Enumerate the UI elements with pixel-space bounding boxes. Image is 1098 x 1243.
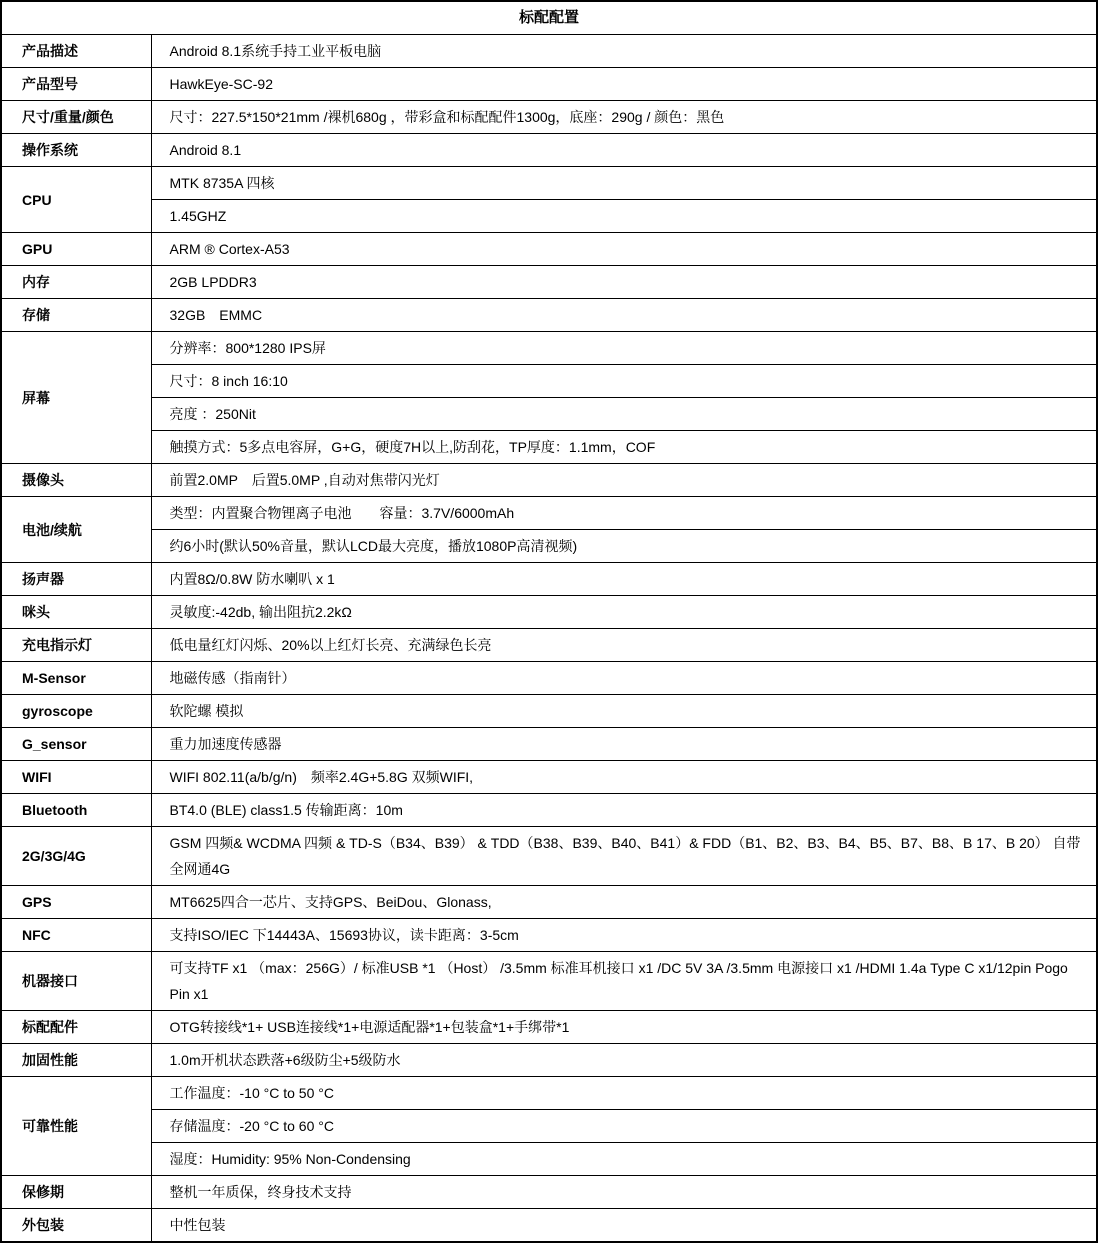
spec-value: 前置2.0MP 后置5.0MP ,自动对焦带闪光灯 bbox=[151, 464, 1097, 497]
spec-label: WIFI bbox=[1, 761, 151, 794]
spec-value: 软陀螺 模拟 bbox=[151, 695, 1097, 728]
spec-value: 工作温度：-10 °C to 50 °C bbox=[151, 1077, 1097, 1110]
row-ports bbox=[1, 952, 1097, 1011]
row-ram bbox=[1, 266, 1097, 299]
spec-value: 1.45GHZ bbox=[151, 200, 1097, 233]
row-product-description bbox=[1, 35, 1097, 68]
spec-value: 内置8Ω/0.8W 防水喇叭 x 1 bbox=[151, 563, 1097, 596]
spec-label: 2G/3G/4G bbox=[1, 827, 151, 886]
spec-label: 标配配件 bbox=[1, 1011, 151, 1044]
row-os bbox=[1, 134, 1097, 167]
spec-value: MT6625四合一芯片、支持GPS、BeiDou、Glonass, bbox=[151, 886, 1097, 919]
spec-label: 摄像头 bbox=[1, 464, 151, 497]
row-m-sensor bbox=[1, 662, 1097, 695]
spec-label: 保修期 bbox=[1, 1176, 151, 1209]
row-gps bbox=[1, 886, 1097, 919]
spec-value: 整机一年质保，终身技术支持 bbox=[151, 1176, 1097, 1209]
row-battery bbox=[1, 497, 1097, 530]
spec-label: 充电指示灯 bbox=[1, 629, 151, 662]
row-accessories bbox=[1, 1011, 1097, 1044]
spec-label: 产品型号 bbox=[1, 68, 151, 101]
row-cpu bbox=[1, 167, 1097, 200]
row-storage bbox=[1, 299, 1097, 332]
row-product-model bbox=[1, 68, 1097, 101]
spec-label: 咪头 bbox=[1, 596, 151, 629]
spec-value: 灵敏度:-42db, 输出阻抗2.2kΩ bbox=[151, 596, 1097, 629]
row-speaker bbox=[1, 563, 1097, 596]
row-cellular bbox=[1, 827, 1097, 886]
spec-value: WIFI 802.11(a/b/g/n) 频率2.4G+5.8G 双频WIFI, bbox=[151, 761, 1097, 794]
row-screen bbox=[1, 332, 1097, 365]
row-g-sensor bbox=[1, 728, 1097, 761]
row-warranty bbox=[1, 1176, 1097, 1209]
row-reliability-sub bbox=[1, 1143, 1097, 1176]
table-header-row bbox=[1, 1, 1097, 35]
spec-label: 内存 bbox=[1, 266, 151, 299]
row-cpu-sub bbox=[1, 200, 1097, 233]
row-screen-sub bbox=[1, 431, 1097, 464]
spec-label: 外包装 bbox=[1, 1209, 151, 1243]
spec-label: 尺寸/重量/颜色 bbox=[1, 101, 151, 134]
spec-value: 中性包装 bbox=[151, 1209, 1097, 1243]
row-packaging bbox=[1, 1209, 1097, 1243]
spec-label: 操作系统 bbox=[1, 134, 151, 167]
spec-value: 可支持TF x1 （max：256G）/ 标准USB *1 （Host） /3.5mm 标准耳机接口 x1 /DC 5V 3A /3.5mm 电源接口 x1 /HDMI 1.4a Type C x1/12pin Pogo Pin x1 bbox=[151, 952, 1097, 1011]
row-reliability bbox=[1, 1077, 1097, 1110]
row-charge-indicator bbox=[1, 629, 1097, 662]
spec-value: Android 8.1 bbox=[151, 134, 1097, 167]
spec-value: GSM 四频& WCDMA 四频 & TD-S（B34、B39） & TDD（B38、B39、B40、B41）& FDD（B1、B2、B3、B4、B5、B7、B8、B 17、B 20） 自带全网通4G bbox=[151, 827, 1097, 886]
spec-value: ARM ® Cortex-A53 bbox=[151, 233, 1097, 266]
spec-value: 类型：内置聚合物锂离子电池 容量：3.7V/6000mAh bbox=[151, 497, 1097, 530]
spec-value: 存储温度：-20 °C to 60 °C bbox=[151, 1110, 1097, 1143]
spec-value: BT4.0 (BLE) class1.5 传输距离：10m bbox=[151, 794, 1097, 827]
spec-label: gyroscope bbox=[1, 695, 151, 728]
spec-label: 屏幕 bbox=[1, 332, 151, 464]
spec-value: 1.0m开机状态跌落+6级防尘+5级防水 bbox=[151, 1044, 1097, 1077]
spec-label: 加固性能 bbox=[1, 1044, 151, 1077]
spec-label: 扬声器 bbox=[1, 563, 151, 596]
spec-value: HawkEye-SC-92 bbox=[151, 68, 1097, 101]
spec-label: 存储 bbox=[1, 299, 151, 332]
row-screen-sub bbox=[1, 365, 1097, 398]
spec-value: Android 8.1系统手持工业平板电脑 bbox=[151, 35, 1097, 68]
spec-label: G_sensor bbox=[1, 728, 151, 761]
spec-label: 可靠性能 bbox=[1, 1077, 151, 1176]
spec-value: 重力加速度传感器 bbox=[151, 728, 1097, 761]
spec-label: GPS bbox=[1, 886, 151, 919]
spec-value: 2GB LPDDR3 bbox=[151, 266, 1097, 299]
spec-value: 触摸方式：5多点电容屏，G+G，硬度7H以上,防刮花，TP厚度：1.1mm，COF bbox=[151, 431, 1097, 464]
spec-label: 电池/续航 bbox=[1, 497, 151, 563]
row-bluetooth bbox=[1, 794, 1097, 827]
spec-label: 机器接口 bbox=[1, 952, 151, 1011]
spec-label: GPU bbox=[1, 233, 151, 266]
row-dimensions-weight-color bbox=[1, 101, 1097, 134]
row-reliability-sub bbox=[1, 1110, 1097, 1143]
row-wifi bbox=[1, 761, 1097, 794]
spec-value: 亮度 ：250Nit bbox=[151, 398, 1097, 431]
spec-value: 尺寸：227.5*150*21mm /裸机680g ，带彩盒和标配配件1300g，底座：290g / 颜色：黑色 bbox=[151, 101, 1097, 134]
table-title: 标配配置 bbox=[1, 1, 1097, 35]
spec-value: 分辨率：800*1280 IPS屏 bbox=[151, 332, 1097, 365]
row-gpu bbox=[1, 233, 1097, 266]
row-battery-sub bbox=[1, 530, 1097, 563]
spec-value: 尺寸：8 inch 16:10 bbox=[151, 365, 1097, 398]
spec-value: OTG转接线*1+ USB连接线*1+电源适配器*1+包装盒*1+手绑带*1 bbox=[151, 1011, 1097, 1044]
spec-label: M-Sensor bbox=[1, 662, 151, 695]
spec-value: 低电量红灯闪烁、20%以上红灯长亮、充满绿色长亮 bbox=[151, 629, 1097, 662]
row-rugged bbox=[1, 1044, 1097, 1077]
spec-label: Bluetooth bbox=[1, 794, 151, 827]
spec-value: MTK 8735A 四核 bbox=[151, 167, 1097, 200]
spec-value: 32GB EMMC bbox=[151, 299, 1097, 332]
row-microphone bbox=[1, 596, 1097, 629]
row-camera bbox=[1, 464, 1097, 497]
spec-label: 产品描述 bbox=[1, 35, 151, 68]
spec-value: 湿度：Humidity: 95% Non-Condensing bbox=[151, 1143, 1097, 1176]
spec-value: 约6小时(默认50%音量，默认LCD最大亮度，播放1080P高清视频) bbox=[151, 530, 1097, 563]
row-nfc bbox=[1, 919, 1097, 952]
spec-value: 支持ISO/IEC 下14443A、15693协议，读卡距离：3-5cm bbox=[151, 919, 1097, 952]
row-gyroscope bbox=[1, 695, 1097, 728]
spec-label: NFC bbox=[1, 919, 151, 952]
spec-label: CPU bbox=[1, 167, 151, 233]
spec-value: 地磁传感（指南针） bbox=[151, 662, 1097, 695]
row-screen-sub bbox=[1, 398, 1097, 431]
